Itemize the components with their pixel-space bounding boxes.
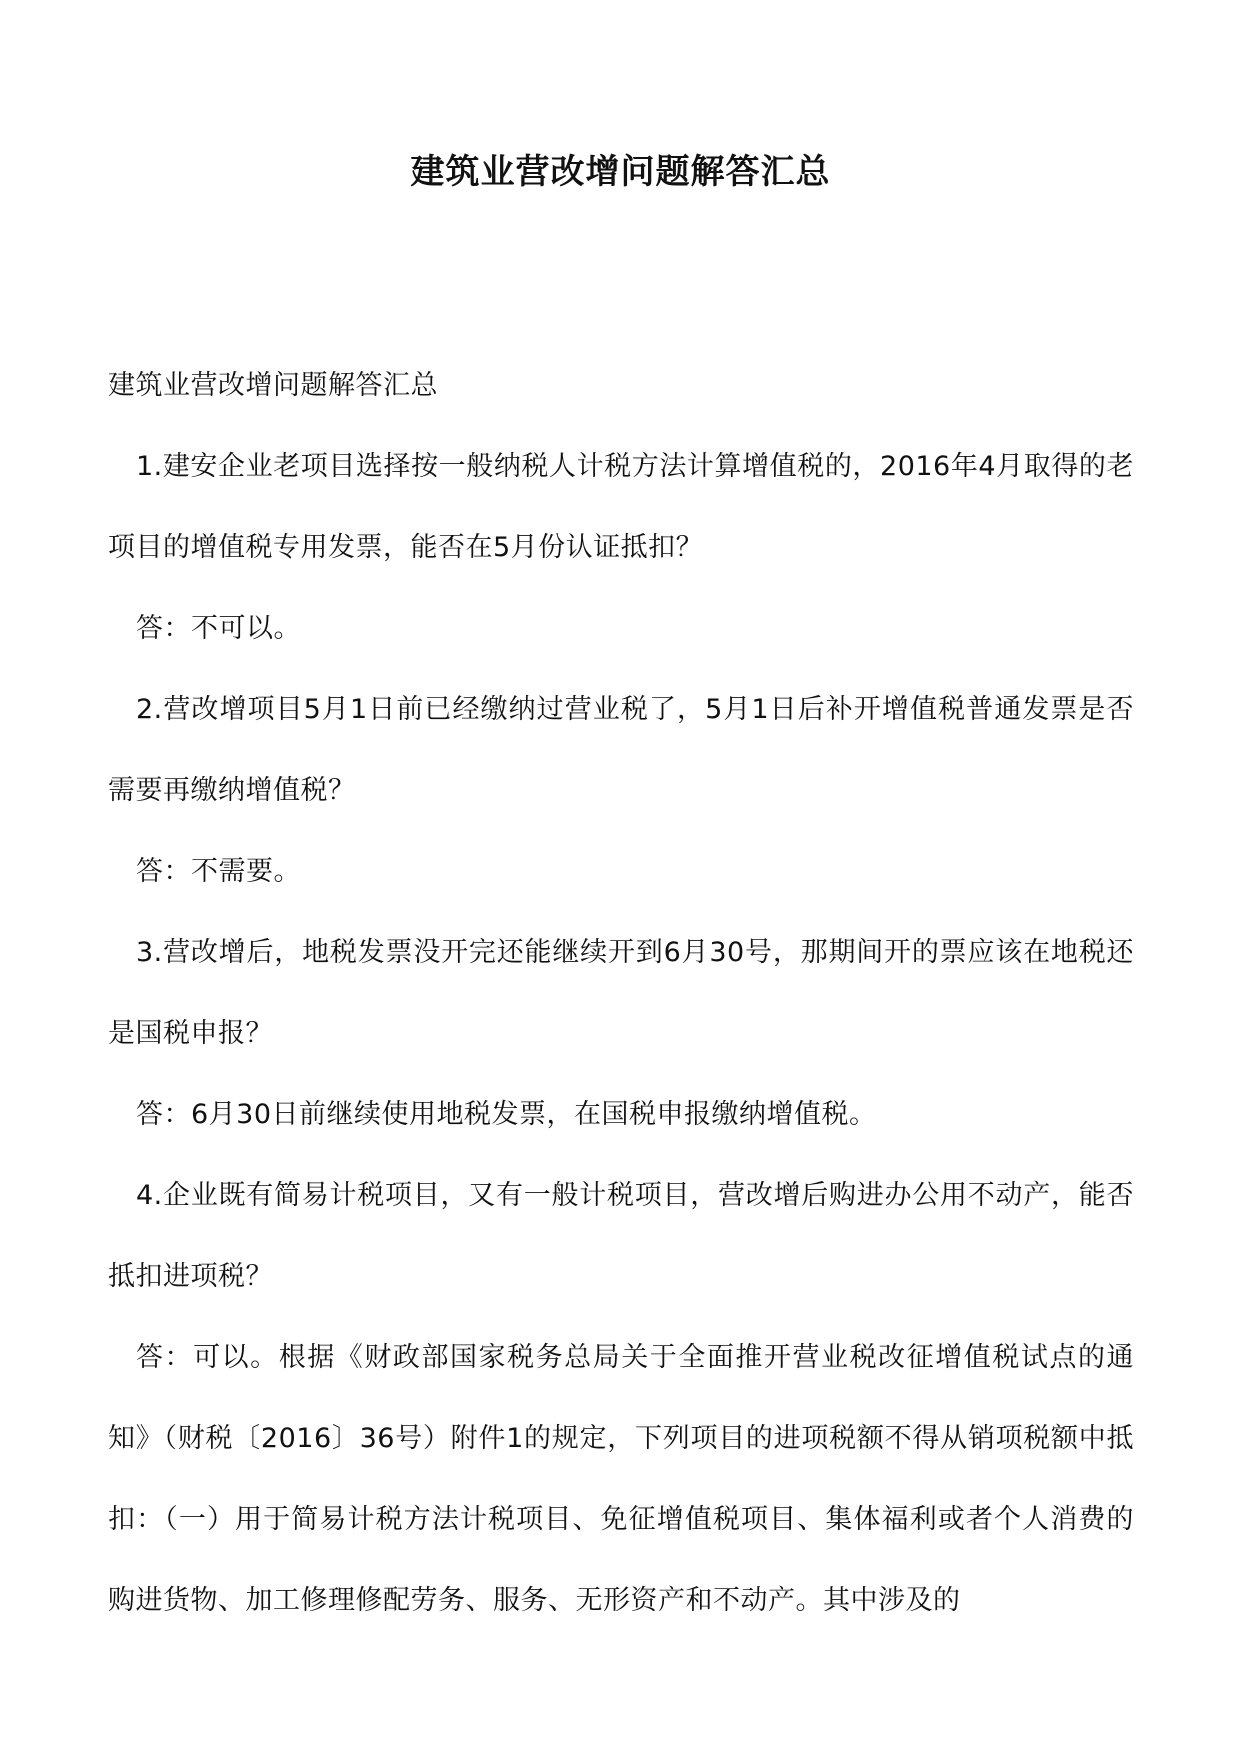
question-paragraph: 3.营改增后，地税发票没开完还能继续开到6月30号，那期间开的票应该在地税还是国税申报？ — [108, 937, 1134, 1049]
question-paragraph: 2.营改增项目5月1日前已经缴纳过营业税了，5月1日后补开增值税普通发票是否需要再缴纳增值税？ — [108, 694, 1134, 806]
question-paragraph: 4.企业既有简易计税项目，又有一般计税项目，营改增后购进办公用不动产，能否抵扣进项税？ — [108, 1180, 1134, 1292]
answer-paragraph: 答：6月30日前继续使用地税发票，在国税申报缴纳增值税。 — [136, 1099, 877, 1130]
document-title: 建筑业营改增问题解答汇总 — [410, 152, 831, 192]
answer-paragraph: 答：可以。根据《财政部国家税务总局关于全面推开营业税改征增值税试点的通知》（财税〔2016〕36号）附件1的规定，下列项目的进项税额不得从销项税额中抵扣：（一）用于简易计税方法计税项目、免征增值税项目、集体福利或者个人消费的购进货物、加工修理修配劳务、服务、无形资产和不动产。其中涉及的 — [108, 1342, 1134, 1616]
paragraph: 建筑业营改增问题解答汇总 — [108, 370, 438, 401]
document-body — [108, 345, 1134, 1641]
question-paragraph: 1.建安企业老项目选择按一般纳税人计税方法计算增值税的，2016年4月取得的老项目的增值税专用发票，能否在5月份认证抵扣？ — [108, 451, 1134, 563]
answer-paragraph: 答：不需要。 — [136, 856, 301, 887]
answer-paragraph: 答：不可以。 — [136, 613, 301, 644]
